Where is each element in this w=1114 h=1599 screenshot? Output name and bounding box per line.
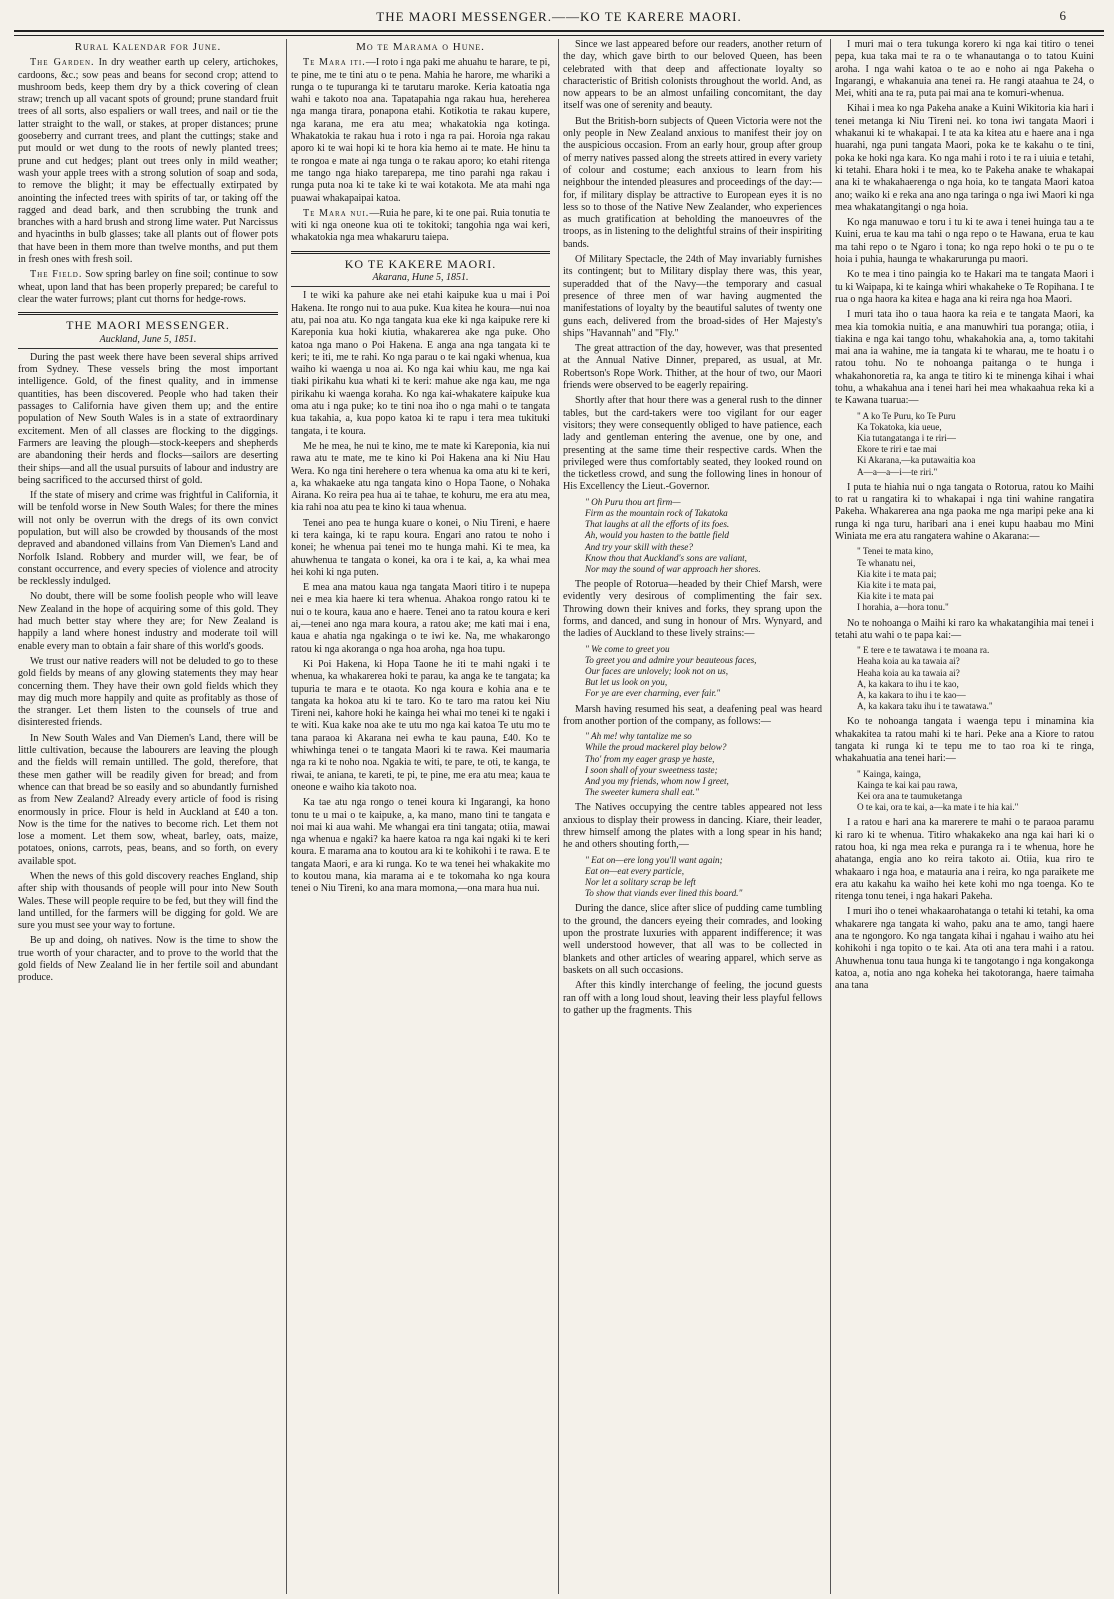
poem-line: I horahia, a—hora tonu.": [857, 602, 949, 613]
poem-verse: [857, 769, 1094, 814]
maori-messenger-heading: THE MAORI MESSENGER.: [66, 318, 230, 333]
article-paragraph: In New South Wales and Van Diemen's Land, there will be little cultivation, because the labourers are leaving the plough and the fields will remain untilled. The gold, therefore, that these men gather will be readily given for bread; and from whence can that bread be so easily and so abundantly furnished as from New Zealand? Already every article of food is rising enormously in price. Flour is held in Auckland at £40 a ton. Now is the time for the natives to become rich. Let them not lose a moment. Let them sow, wheat, barley, oats, maize, potatoes, onions, carrots, peas, beans, and so forth, on every available spot.: [18, 732, 278, 867]
akarana-dateline: Akarana, Hune 5, 1851.: [291, 272, 550, 287]
poem-line: " A ko Te Puru, ko Te Puru: [857, 410, 956, 421]
poem-line: That laughs at all the efforts of its foes.: [585, 519, 730, 530]
poem-verse: [857, 546, 1094, 613]
garden-text: In dry weather earth up celery, artichokes, cardoons, &c.; sow peas and beans for second crop; attend to mushroom beds, keep them dry by a thick covering of clean straw; trench up all vacant spots of ground; prune standard fruit trees of all sorts, also espaliers or wall trees, and nail or tie the latter straight to the wall, or stakes, at proper distances; prune gooseberry and currant trees, and plant the cuttings; stake and put mould or wet dung to the roots of newly planted trees; prune and cut hedges; plant out trees only in mild weather; wash your apple trees with a strong solution of soap and soda, to remove the blight; it may be effectually extirpated by anointing the infected trees with spirits of tar, or taking off the ragged and dead bark, and then scrubbing the trunk and branches with a hard brush and strong lime water. Put Narcissus and hyacinths in bulb glasses; take all plants out of flower pots that have been in them more than twelve months, and put them in fresh ones with fresh soil.: [18, 57, 278, 266]
section-rule: [291, 251, 550, 254]
masthead-title: THE MAORI MESSENGER.——KO TE KARERE MAORI.: [376, 9, 742, 24]
article-paragraph: I muri mai o tera tukunga korero ki nga kai titiro o tenei pepa, kua taka mai te ra o te whanautanga o to tatou Kuini aroha. I nga wahi katoa o te ao e noho ai nga Pakeha o Ingarangi, e whakanuia ana tenei ra. He rangi ataahua te 24, o Mei, whiti ana te ra, puta pai mai ana te komuri-whenua.: [835, 39, 1094, 100]
article-paragraph: Ko te nohoanga tangata i waenga tepu i minamina kia whakakitea ta ratou mahi ki te hari. Peke ana a Kiore to ratou tangata ki runga ki te tepu me to tao roa ki te ringa, whakahuatia ana tenei hari:—: [835, 716, 1094, 765]
article-paragraph: E mea ana matou kaua nga tangata Maori titiro i te nupepa nei e mea kia haere ki tera whenua. Ahakoa rongo ratou ki te nui o te koura, kaua ano e haere. Tenei ano ta ratou koura e keri ai,—tenei ano nga mara koura, a ratou ake; me kati mai i ena, kaua e ahatia nga ngakinga o te iwi ke. Na, me whakarongo ratou ki nga akoranga o nga hoa aroha, nga hoa tupu.: [291, 582, 550, 655]
article-paragraph: The Natives occupying the centre tables appeared not less anxious to display their prowess in dancing. Kiare, their leader, threw himself among the plates with a long spear in his hand; he and others shouting forth,—: [563, 802, 822, 851]
article-paragraph: When the news of this gold discovery reaches England, ship after ship with thousands of people will pour into New South Wales. These will people require to be fed, but they will find the land untilled, for the farmers will be digging for gold. We are sure you must see your way to fortune.: [18, 871, 278, 932]
article-paragraph: During the past week there have been several ships arrived from Sydney. These vessels bring the most important intelligence. Gold, of the finest quality, and in immense quantities, has been discovered. People who had taken their passages to California have given them up; and the entire population of New South Wales is in a state of extraordinary excitement. Men of all classes are flocking to the diggings. Farmers are leaving the plough—stock-keepers and shepherds are abandoning their herds and flocks—sailors are deserting their ships—and all the usual pursuits of labour and industry are being sacrificed to the accursed thirst of gold.: [18, 351, 278, 486]
poem-line: Nor let a solitary scrap be left: [585, 877, 696, 888]
poem-line: " E tere e te tawatawa i te moana ra.: [857, 645, 990, 656]
article-paragraph: After this kindly interchange of feeling, the jocund guests ran off with a long loud shout, leaving their less playful fellows to gather up the fragments. This: [563, 980, 822, 1016]
mara-nui-lead: Te Mara nui.: [303, 207, 370, 219]
poem-line: I soon shall of your sweetness taste;: [585, 764, 718, 775]
poem-line: To greet you and admire your beauteous faces,: [585, 654, 757, 665]
article-paragraph: I muri iho o tenei whakaarohatanga o tetahi ki tetahi, ka oma whakarere nga tangata ki waho, paku ana te amo, tangi haere ana te ngongoro. Ko nga tangata kihai i ngahau i waiho atu hei kohikohi i nga topito o te kai. Ata oti ana tera mahi i a ratou. Ahuwhenua tonu taua hunga ki te tangotango i nga kongakonga katoa, a, notia ano nga koheka hei takotoranga, haere taimaha ana tana: [835, 906, 1094, 992]
article-paragraph: Kihai i mea ko nga Pakeha anake a Kuini Wikitoria kia hari i tenei metanga ki Niu Tireni nei. ko tona iwi tangata Maori i whakanui ki te whakapai. I te ata ka kitea atu e haere ana i nga huarahi, nga puni tangata Maori, poka ke te kakahu o te tini, poka ke hoki nga kara. Ko nga mahi i roto i te ra i uiuia e tetahi, ki tetahi. Ehara hoki i te mea, ko te Pakeha anake te whakapai ana ki te whakahaerenga o nga hoia, ko te tangata Maori katoa ano; waiko ki e reka ana ano nga taringa o nga iwi Maori ki nga mea whakatangitangi o nga hoia.: [835, 103, 1094, 213]
poem-line: Kia kite i te mata pai,: [857, 579, 937, 590]
poem-line: Kei ora ana te taumuketanga: [857, 790, 963, 801]
section-rule: [18, 312, 278, 315]
poem-line: " Oh Puru thou art firm—: [585, 496, 681, 507]
article-paragraph: Ko te mea i tino paingia ko te Hakari ma te tangata Maori i tu ki Waipapa, ki te kainga whiri whakaheke o Te Ropihana. I te rua o nga haora ka kitea e haga ana ki reira nga hoa Maori.: [835, 269, 1094, 305]
poem-line: A, ka kakara taku ihu i te tawatawa.": [857, 701, 993, 712]
article-paragraph: Ki Poi Hakena, ki Hopa Taone he iti te mahi ngaki i te whenua, ka whakarerea hoki te parau, ka anga ke te tangata; ka tupuria te mara e te otaota. Ko nga koura e kohia ana e te tangata ka hokoa atu ki te taro. Ko te taro ma ratou kei Niu Tireni nei, kahore hoki he kainga hei whai mo tenei ki te ngaki i te witi. Kua kake noa ake te utu mo nga kai katoa Te utu mo te tana paraoa ki Akarana nei ewha te kau pauna, £40. Ko te whiwhinga tenei o te tangata Maori ki te rawa. Kei maumaria nga ra ki te noho noa. Ngakia te witi, te pare, te oti, te kanga, te riwai, te aniana, te kareti, te pi, te pine, me era atu mea; kaua te oneone e waiho kia takoto noa.: [291, 658, 550, 793]
poem-line: Eat on—eat every particle,: [585, 865, 684, 876]
article-paragraph: I muri tata iho o taua haora ka reia e te tangata Maori, ka mea kia tomokia nuitia, e ana manuwhiri tua poranga; otiia, i tiakina e nga kai tango tohu, whakahokia ana, a, tomo takitahi mai ana ia wahine, me ia tangata ki te wharau, me te hoatu i o ratou tohu. No te nohoanga paitanga o te hunga i whakahonoretia ra, ka anga te titiro ki te minenga kihai i whai tohu, a whakahua ana i tenei hari hei mea whakaahua reka ki a te Kawana tuarua:—: [835, 309, 1094, 407]
article-paragraph: Ka tae atu nga rongo o tenei koura ki Ingarangi, ka hono tonu te u mai o te kaipuke, a, ka mano, mano tini te tangata e noi mai ki aua wahi. Me whangai era tini tangata; otiia, mawai nga whenua e ngaki? ka haere katoa ra nga kai ngaki ki te keri koura. E marama ana to koutou ara ki te kohikohi i te rawa. E te tangata Maori, e ara ki runga. Ko te wa tenei hei whakakite mo to koutou mana, kia marama ai e te tokomaha ko nga koura tenei o Niu Tireni, ko ana mara momona,—ona mara hua nui.: [291, 797, 550, 895]
poem-line: Tho' from my eager grasp ye haste,: [585, 753, 715, 764]
article-paragraph: During the dance, slice after slice of pudding came tumbling to the ground, the dancers eyeing their comrades, and looking upon the prostrate luxuries with apparent indifference; it was well understood however, that all was to be collected in blankets and other articles of wearing apparel, which serve as baskets on all such occasions.: [563, 903, 822, 976]
columns: [14, 39, 1104, 1594]
article-paragraph: I puta te hiahia nui o nga tangata o Rotorua, ratou ko Maihi to rat u rangatira ki to whakapai i nga tini wahine rangatira Pakeha. Whakarerea ana nga paoka me nga maripi peke ana ki runga ki nga turu, haribari ana i enei kupu haabau mo Mini Winiata me era atu rangatera wahine o Akarana:—: [835, 481, 1094, 543]
poem-line: " Kainga, kainga,: [857, 768, 921, 779]
poem-verse: [857, 411, 1094, 478]
masthead-rule: [14, 30, 1104, 36]
marama-hune-heading: Mo te Marama o Hune.: [356, 41, 485, 53]
mara-iti-paragraph: [291, 57, 550, 205]
poem-line: Ka Tokatoka, kia ueue,: [857, 421, 942, 432]
poem-line: Our faces are unlovely; look not on us,: [585, 666, 729, 676]
poem-line: Heaha koia au ka tawaia ai?: [857, 656, 960, 667]
mara-iti-text: —I roto i nga paki me ahuahu te harare, te pi, te pine, me te tini atu o te pena. Mahia he harore, me whariki a runga o te tupuranga ki te tarutaru maroke. Keria katoatia nga wahi e takoto noa ana. Tapatapahia nga rakau hua, herehereа nga manga tirara, ponaponа etahi. Kotikotia te rakau kupere, nga karana, me era atu mea; whakatokia nga kotinga. Whakatokia te rakau hua i roto i nga ra pai. Horoia nga rakau aporo ki te wai hopi ki te hora kia hemo ai te mate. He hinu ta te rongoa e mate ai nga tunga o te rakau aporo; ko etahi ritenga me tango nga hiako tareparepa, me tino parahi nga rakau i runga puta noa ki te take ki te wai kotakota. Me ata mahi nga puawai whakapaipai katoa.: [291, 57, 550, 204]
mara-nui-paragraph: [291, 208, 550, 245]
column-2: [286, 39, 554, 1594]
poem-line: Know thou that Auckland's sons are valiant,: [585, 552, 747, 563]
poem-line: " Tenei te mata kino,: [857, 546, 934, 557]
poem-line: " Eat on—ere long you'll want again;: [585, 854, 723, 865]
poem-line: Firm as the mountain rock of Takatoka: [585, 507, 728, 518]
article-paragraph: No doubt, there will be some foolish people who will leave New Zealand in the hope of acquiring some of this gold. They had much better stay where they are; for New Zealand is happily a land where honest industry and moderate toil will enable every man to obtain a fair share of this world's goods.: [18, 591, 278, 652]
field-paragraph: [18, 269, 278, 306]
poem-line: Kia kite i te mata pai: [857, 591, 934, 602]
rural-kalendar-heading: Rural Kalendar for June.: [74, 41, 222, 53]
poem-line: While the proud mackerel play below?: [585, 742, 727, 753]
article-paragraph: Be up and doing, oh natives. Now is the time to show the true worth of your character, and to prove to the world that the gold fields of New Zealand lie in her fertile soil and abundant produce.: [18, 935, 278, 984]
article-paragraph: Tenei ano pea te hunga kuare o konei, o Niu Tireni, e haere ki tera kainga, ki te rapu koura. Engari ano ratou te noho i konei; he whenua pai tenei mo te hunga mahi. Ki te mea, ka ahuwhenua te tangata o konei, ka ora i te kai, a, ka whai mea hei kohi ki nga puten.: [291, 517, 550, 578]
poem-verse: [857, 645, 1094, 712]
poem-line: Kainga te kai kai pau rawa,: [857, 779, 958, 790]
column-1: [14, 39, 282, 1594]
column-4: [830, 39, 1098, 1594]
poem-verse: [585, 731, 822, 798]
poem-line: A, ka kakara to ihu i te kao,: [857, 678, 959, 689]
poem-line: O te kai, ora te kai, a—ka mate i te hia kai.": [857, 802, 1019, 813]
poem-line: The sweeter kumera shall eat.": [585, 787, 699, 798]
mara-iti-lead: Te Mara iti.: [303, 57, 366, 69]
article-paragraph: Shortly after that hour there was a general rush to the dinner tables, but the card-takers were too vigilant for our eager visitors; they were consequently obliged to have patience, each lady and gentleman entering the avenue, one by one, and presenting at the same time their respective cards. When the privileged were thus comfortably seated, they looked round on the ticketless crowd, and sung the following lines in honour of His Excellency the Lieut.-Governor.: [563, 395, 822, 493]
mara-nui-text: —Ruia he pare, ki te one pai. Ruia tonutia te witi ki nga oneone kua oti te tokitoki; tangohia nga wai keri, whakatokia nga mea whakaruru taiepa.: [291, 207, 550, 244]
article-paragraph: Me he mea, he nui te kino, me te mate ki Kareponia, kia nui rawa atu te mate, me te kino ki Poi Hakena ana ki Niu Hau Wera. Ko nga tini herehere o tera whenua ka oma atu ki te keri, a, ka whakaeke atu nga tangata kino o Hopa Taone, o Nohaka Airana. Ko reira pea hua ai te tahae, te kohuru, me era atu mea, kia rahi noa atu pea te kino ki taua whenua.: [291, 440, 550, 514]
poem-line: " We come to greet you: [585, 643, 670, 654]
poem-line: A—a—a—i—te riri.": [857, 466, 938, 477]
article-paragraph: The great attraction of the day, however, was that presented at the Annual Native Dinner, prepared, as usual, at Mr. Robertson's Rope Work. Thither, at the hour of two, our Maori friends were observed to be eagerly repairing.: [563, 343, 822, 392]
auckland-dateline: Auckland, June 5, 1851.: [18, 334, 278, 349]
poem-line: And you my friends, whom now I greet,: [585, 776, 729, 787]
article-paragraph: Marsh having resumed his seat, a deafening peal was heard from another portion of the company, as follows:—: [563, 703, 822, 727]
article-paragraph: Ko nga manuwao e toru i tu ki te awa i tenei huinga tau a te Kuini, erua te kau ma tahi o nga repo o te Hawana, erua te kau ma tahi repo o te Ngaro i tona; ko nga repo hoki o te pu o te hoia i puhia, haunga te whakarurunga pu maori.: [835, 217, 1094, 266]
poem-line: Kia tutangatanga i te riri—: [857, 433, 956, 444]
article-paragraph: If the state of misery and crime was frightful in California, it will be tenfold worse in New South Wales; for there the mines will not only be overrun with the dregs of its own convict population, but will also be crowded by thousands of the most depraved and abandoned villains from Van Diemen's Land and Norfolk Island. Robbery and murder will, we fear, be of constant occurrence, and every species of violence and atrocity be recklessly indulged.: [18, 490, 278, 588]
poem-line: " Ah me! why tantalize me so: [585, 731, 692, 742]
article-paragraph: I a ratou e hari ana ka marerere te mahi o te paraoa paramu ki raro ki te whenua. Titiro whakakeko ana nga kai hari ki o ratou hoa, ki nga mea reka e puranga ra i te whenua, hore he ahatanga, engia ano ko reira takoto ai. Otiia, kua riro te whakaaro i nga hoa, e matauria ana i reira, ko nga paraikete me era atu kakahu ka waiho hei kete kohi mo nga toenga. Ko te ritenga tonu tenei, i nga hakari Pakeha.: [835, 817, 1094, 903]
kakere-maori-heading: KO TE KAKERE MAORI.: [344, 256, 497, 271]
poem-line: To show that viands ever lined this board.": [585, 888, 743, 899]
article-paragraph: Of Military Spectacle, the 24th of May invariably furnishes its contingent; but to Military display there was, this year, superadded that of the Navy—the temporary and casual presence of three men of war having augmented the manifestations of loyalty by the beautiful salutes of twenty one guns each, delivered from the broad-sides of Her Majesty's ships "Havannah" and "Fly.": [563, 254, 822, 339]
field-text: Sow spring barley on fine soil; continue to sow wheat, upon land that has been properly prepared; be careful to clear the water furrows; plant cut thorns for hedge-rows.: [18, 269, 278, 305]
poem-line: And try your skill with these?: [585, 541, 693, 552]
article-paragraph: No te nohoanga o Maihi ki raro ka whakatangihia mai tenei i tetahi atu wahi o te papa kai:—: [835, 617, 1094, 641]
poem-line: Ekore te riri e tae mai: [857, 444, 937, 455]
masthead: [14, 6, 1104, 30]
field-lead: The Field.: [30, 269, 83, 281]
poem-line: Nor may the sound of war approach her shores.: [585, 563, 761, 574]
page-number: 6: [1059, 8, 1066, 23]
article-paragraph: But the British-born subjects of Queen Victoria were not the only people in New Zealand anxious to manifest their joy on the auspicious occasion. From an early hour, group after group of merry natives passed along the streets attired in every variety of colour and costume; each anxious to learn from his neighbour the intended pleasures and proceedings of the day:—for, if military display be attractive to European eyes it is no less so to those of the Native New Zealander, who experiences as much gratification at beholding the manoeuvres of the troops, as in listening to the delightful strains of their inspiriting bands.: [563, 115, 822, 250]
poem-line: But let us look on you,: [585, 677, 668, 688]
poem-line: Ah, would you hasten to the battle field: [585, 530, 729, 541]
poem-line: Ki Akarana,—ka putawaitia koa: [857, 455, 976, 466]
article-paragraph: We trust our native readers will not be deluded to go to these gold fields by means of any glowing statements they may hear concerning them. They have their own gold fields which they may dig much more happily and quite as profitably as those of the stranger. Let them listen to the counsels of true and disinterested friends.: [18, 655, 278, 729]
poem-line: For ye are ever charming, ever fair.": [585, 688, 721, 699]
article-paragraph: I te wiki ka pahure ake nei etahi kaipuke kua u mai i Poi Hakena. Ite rongo nui to aua puke. Kua kitea he koura—nui noa atu, pai noa atu. Ko nga tangata kua eke ki nga kaipuke rere ki Kareponia kua hoki kiutia, whakarerea ake nga puke. Oho katoa nga mano o Poi Hakena. E anga ana nga tangata ki te keri; te iti, me te rahi. Ko nga parau o te kai ngaki whenua, kua waiho ki waenga u noa ai. Ko nga kai whiu kau, me nga kai tiaki pirikahu kua whati ki te keri: mahue ake nga kau, me nga pirikahu ki waenga koraha. Ko nga kai-whakatere kaipuke kua oma atu i nga puke; ko te tini noa iho o nga mahi o te tangata kua takahia, a, kua popo katoa ki te rapu i tera mea tukituki tangata, i te koura.: [291, 290, 550, 437]
poem-line: A, ka kakara to ihu i te kao—: [857, 689, 966, 700]
garden-lead: The Garden.: [30, 57, 95, 69]
column-3: [558, 39, 826, 1594]
article-paragraph: The people of Rotorua—headed by their Chief Marsh, were evidently very desirous of complimenting the fair sex. Throwing down their knives and forks, they sprang upon the forms, and danced, and sung in honour of Mrs. Wynyard, and the ladies of Auckland to these lively strains:—: [563, 579, 822, 640]
garden-paragraph: [18, 57, 278, 266]
poem-line: Heaha koia au ka tawaia ai?: [857, 667, 960, 678]
poem-verse: [585, 644, 822, 700]
poem-verse: [585, 497, 822, 575]
poem-verse: [585, 855, 822, 900]
poem-line: Kia kite i te mata pai;: [857, 568, 937, 579]
poem-line: Te whanatu nei,: [857, 557, 916, 568]
article-paragraph: Since we last appeared before our readers, another return of the day, which gave birth to our beloved Queen, has been celebrated with that deep and affectionate loyalty so characteristic of British colonists throughout the world. And, as now appears to be an almost unfailing concomitant, the day itself was one of serenity and beauty.: [563, 39, 822, 112]
